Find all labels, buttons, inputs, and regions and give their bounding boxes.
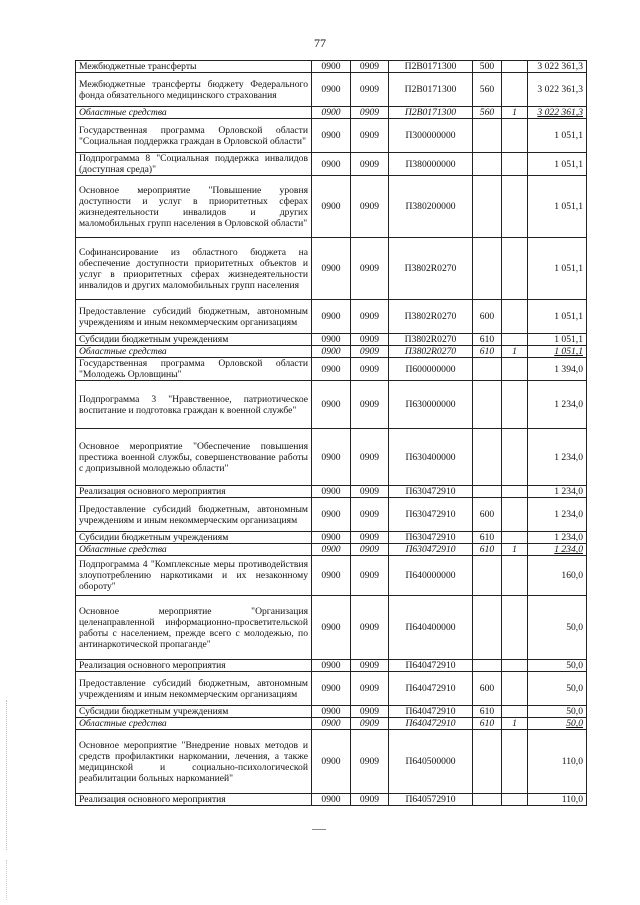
subsection-code: 0909 [351,794,389,806]
amount: 50,0 [528,660,587,672]
funding-source-code [502,730,528,794]
table-row [76,706,587,718]
expense-type-code [473,429,502,486]
expense-type-code: 560 [473,73,502,107]
row-name: Областные средства [76,346,312,358]
amount: 1 051,1 [528,119,587,153]
row-name: Областные средства [76,107,312,119]
expense-type-code [473,238,502,300]
section-code: 0900 [312,718,351,730]
table-row [76,429,587,486]
amount: 160,0 [528,556,587,596]
section-code: 0900 [312,794,351,806]
section-code: 0900 [312,498,351,532]
row-name: Основное мероприятие "Обеспечение повышения престижа военной службы, совершенствование работы с допризывной молодежью области" [76,429,312,486]
funding-source-code [502,238,528,300]
table-row [76,358,587,381]
amount: 1 051,1 [528,176,587,238]
funding-source-code: 1 [502,544,528,556]
expense-type-code [473,176,502,238]
funding-source-code [502,486,528,498]
table-row [76,498,587,532]
section-code: 0900 [312,544,351,556]
table-row [76,730,587,794]
expense-type-code [473,358,502,381]
funding-source-code [502,532,528,544]
expense-type-code: 600 [473,498,502,532]
target-article-code: П640500000 [389,730,473,794]
row-name: Субсидии бюджетным учреждениям [76,532,312,544]
subsection-code: 0909 [351,73,389,107]
target-article-code: П380000000 [389,153,473,176]
amount: 1 234,0 [528,429,587,486]
page-number: 77 [314,36,326,50]
funding-source-code [502,358,528,381]
subsection-code: 0909 [351,544,389,556]
section-code: 0900 [312,429,351,486]
table-row [76,596,587,660]
section-code: 0900 [312,532,351,544]
table-row [76,73,587,107]
amount: 1 051,1 [528,238,587,300]
target-article-code: П630472910 [389,498,473,532]
expense-type-code [473,660,502,672]
amount: 50,0 [528,718,587,730]
target-article-code: П640572910 [389,794,473,806]
funding-source-code: 1 [502,718,528,730]
funding-source-code [502,429,528,486]
amount: 50,0 [528,596,587,660]
table-row [76,238,587,300]
expense-type-code [473,730,502,794]
funding-source-code [502,381,528,429]
table-row [76,334,587,346]
subsection-code: 0909 [351,334,389,346]
funding-source-code [502,596,528,660]
subsection-code: 0909 [351,498,389,532]
table-row [76,61,587,73]
table-row [76,176,587,238]
target-article-code: П380200000 [389,176,473,238]
target-article-code: П3802R0270 [389,346,473,358]
section-code: 0900 [312,119,351,153]
expense-type-code [473,794,502,806]
margin-scan-mark [6,860,9,900]
funding-source-code [502,176,528,238]
table-row [76,119,587,153]
target-article-code: П640472910 [389,718,473,730]
expense-type-code [473,556,502,596]
section-code: 0900 [312,61,351,73]
funding-source-code: 1 [502,346,528,358]
section-code: 0900 [312,107,351,119]
row-name: Предоставление субсидий бюджетным, автономным учреждениям и иным некоммерческим организациям [76,300,312,334]
section-code: 0900 [312,660,351,672]
table-row [76,660,587,672]
expense-type-code: 560 [473,107,502,119]
amount: 1 051,1 [528,300,587,334]
funding-source-code [502,334,528,346]
amount: 50,0 [528,672,587,706]
target-article-code: П300000000 [389,119,473,153]
amount: 1 234,0 [528,381,587,429]
section-code: 0900 [312,486,351,498]
subsection-code: 0909 [351,153,389,176]
amount: 3 022 361,3 [528,107,587,119]
target-article-code: П630000000 [389,381,473,429]
funding-source-code [502,73,528,107]
amount: 110,0 [528,794,587,806]
funding-source-code [502,119,528,153]
funding-source-code [502,498,528,532]
amount: 1 051,1 [528,153,587,176]
table-row [76,718,587,730]
subsection-code: 0909 [351,358,389,381]
expense-type-code: 610 [473,544,502,556]
expense-type-code [473,153,502,176]
amount: 3 022 361,3 [528,61,587,73]
expense-type-code: 600 [473,300,502,334]
subsection-code: 0909 [351,706,389,718]
section-code: 0900 [312,238,351,300]
target-article-code: П600000000 [389,358,473,381]
expense-type-code: 610 [473,334,502,346]
row-name: Областные средства [76,544,312,556]
row-name: Основное мероприятие "Организация целенаправленной информационно-просветительской работы с населением, прежде всего с молодежью, по антинаркотической пропаганде" [76,596,312,660]
amount: 1 394,0 [528,358,587,381]
target-article-code: П640472910 [389,706,473,718]
row-name: Предоставление субсидий бюджетным, автономным учреждениям и иным некоммерческим организациям [76,672,312,706]
expense-type-code [473,486,502,498]
subsection-code: 0909 [351,107,389,119]
section-code: 0900 [312,358,351,381]
subsection-code: 0909 [351,532,389,544]
subsection-code: 0909 [351,660,389,672]
subsection-code: 0909 [351,176,389,238]
target-article-code: П3802R0270 [389,300,473,334]
table-row [76,672,587,706]
subsection-code: 0909 [351,718,389,730]
row-name: Подпрограмма 4 "Комплексные меры противодействия злоупотреблению наркотиками и их незаконному обороту" [76,556,312,596]
row-name: Подпрограмма 8 "Социальная поддержка инвалидов (доступная среда)" [76,153,312,176]
funding-source-code: 1 [502,107,528,119]
table-row [76,556,587,596]
row-name: Межбюджетные трансферты бюджету Федерального фонда обязательного медицинского страхования [76,73,312,107]
section-code: 0900 [312,672,351,706]
expense-type-code [473,119,502,153]
subsection-code: 0909 [351,61,389,73]
subsection-code: 0909 [351,556,389,596]
subsection-code: 0909 [351,672,389,706]
section-code: 0900 [312,346,351,358]
amount: 1 234,0 [528,486,587,498]
expense-type-code: 600 [473,672,502,706]
target-article-code: П2В0171300 [389,73,473,107]
row-name: Основное мероприятие "Повышение уровня доступности и услуг в приоритетных сферах жизнедеятельности инвалидов и других маломобильных групп населения в Орловской области" [76,176,312,238]
section-code: 0900 [312,73,351,107]
table-row [76,794,587,806]
row-name: Государственная программа Орловской области "Молодежь Орловщины" [76,358,312,381]
expense-type-code: 610 [473,718,502,730]
section-code: 0900 [312,596,351,660]
funding-source-code [502,706,528,718]
section-code: 0900 [312,176,351,238]
row-name: Предоставление субсидий бюджетным, автономным учреждениям и иным некоммерческим организациям [76,498,312,532]
row-name: Субсидии бюджетным учреждениям [76,706,312,718]
amount: 50,0 [528,706,587,718]
funding-source-code [502,556,528,596]
table-row [76,153,587,176]
subsection-code: 0909 [351,429,389,486]
table-row [76,486,587,498]
row-name: Реализация основного мероприятия [76,794,312,806]
amount: 1 051,1 [528,346,587,358]
bottom-scan-mark [312,829,326,830]
subsection-code: 0909 [351,238,389,300]
amount: 1 234,0 [528,498,587,532]
funding-source-code [502,660,528,672]
section-code: 0900 [312,381,351,429]
expense-type-code: 500 [473,61,502,73]
amount: 1 051,1 [528,334,587,346]
subsection-code: 0909 [351,381,389,429]
expense-type-code: 610 [473,706,502,718]
target-article-code: П640400000 [389,596,473,660]
table-row [76,532,587,544]
target-article-code: П630472910 [389,544,473,556]
funding-source-code [502,794,528,806]
subsection-code: 0909 [351,730,389,794]
subsection-code: 0909 [351,596,389,660]
target-article-code: П640472910 [389,672,473,706]
table-body [76,61,587,806]
budget-table [75,60,587,806]
table-row [76,381,587,429]
section-code: 0900 [312,153,351,176]
table-row [76,107,587,119]
funding-source-code [502,153,528,176]
row-name: Областные средства [76,718,312,730]
amount: 110,0 [528,730,587,794]
target-article-code: П2В0171300 [389,107,473,119]
section-code: 0900 [312,730,351,794]
row-name: Государственная программа Орловской области "Социальная поддержка граждан в Орловской области" [76,119,312,153]
target-article-code: П640472910 [389,660,473,672]
subsection-code: 0909 [351,486,389,498]
target-article-code: П2В0171300 [389,61,473,73]
row-name: Реализация основного мероприятия [76,486,312,498]
table-row [76,544,587,556]
amount: 3 022 361,3 [528,73,587,107]
section-code: 0900 [312,334,351,346]
funding-source-code [502,672,528,706]
row-name: Межбюджетные трансферты [76,61,312,73]
target-article-code: П3802R0270 [389,334,473,346]
target-article-code: П630472910 [389,532,473,544]
subsection-code: 0909 [351,119,389,153]
expense-type-code: 610 [473,346,502,358]
amount: 1 234,0 [528,544,587,556]
funding-source-code [502,61,528,73]
expense-type-code: 610 [473,532,502,544]
table-row [76,300,587,334]
row-name: Субсидии бюджетным учреждениям [76,334,312,346]
funding-source-code [502,300,528,334]
section-code: 0900 [312,706,351,718]
target-article-code: П630400000 [389,429,473,486]
row-name: Реализация основного мероприятия [76,660,312,672]
table-row [76,346,587,358]
row-name: Основное мероприятие "Внедрение новых методов и средств профилактики наркомании, лечения, а также медицинской и социально-психологической реабилитации больных наркоманией" [76,730,312,794]
target-article-code: П630472910 [389,486,473,498]
expense-type-code [473,596,502,660]
expense-type-code [473,381,502,429]
section-code: 0900 [312,300,351,334]
row-name: Софинансирование из областного бюджета на обеспечение доступности приоритетных объектов и услуг в приоритетных сферах жизнедеятельности инвалидов и других маломобильных групп населения [76,238,312,300]
section-code: 0900 [312,556,351,596]
amount: 1 234,0 [528,532,587,544]
subsection-code: 0909 [351,300,389,334]
subsection-code: 0909 [351,346,389,358]
target-article-code: П640000000 [389,556,473,596]
margin-scan-mark [6,700,9,850]
row-name: Подпрограмма 3 "Нравственное, патриотическое воспитание и подготовка граждан к военной службе" [76,381,312,429]
target-article-code: П3802R0270 [389,238,473,300]
